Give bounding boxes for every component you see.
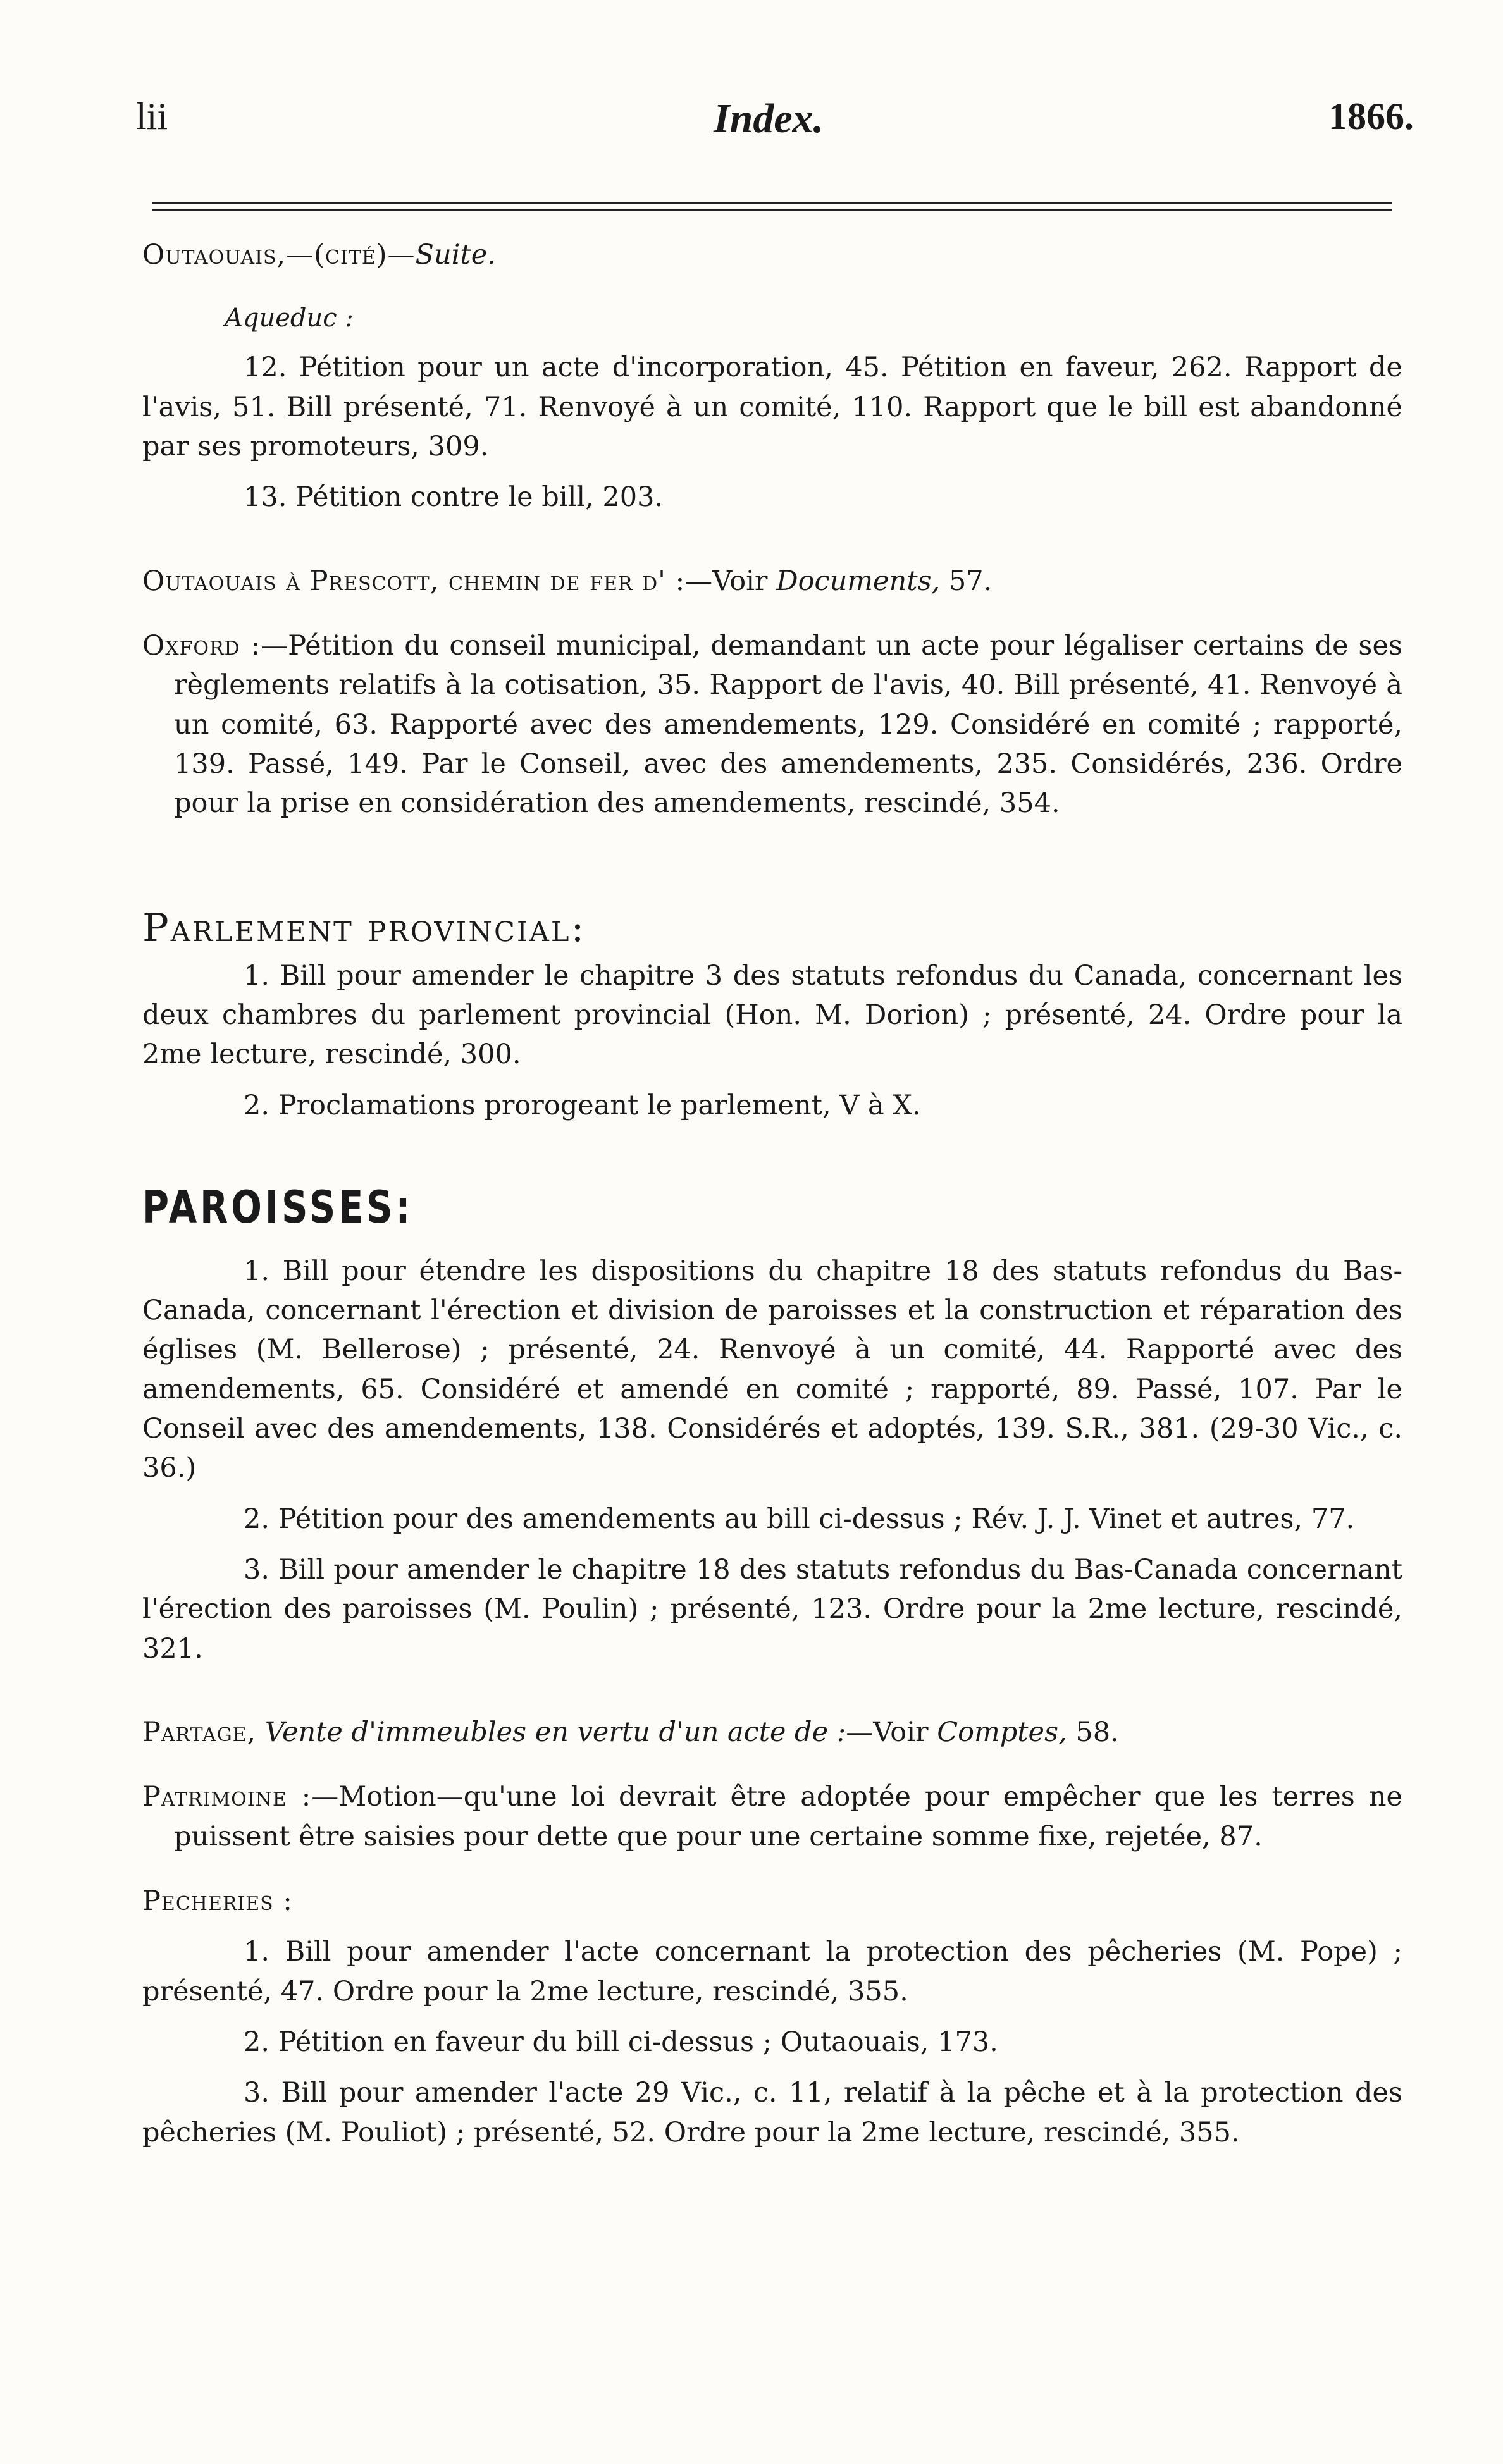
heading-pecheries: Pecheries : [142, 1885, 293, 1918]
entry-partage [142, 1713, 1402, 1752]
patrimoine-text: —Motion—qu'une loi devrait être adoptée pour empêcher que les terres ne puissent être saisies pour dette que pour une certaine somme fixe, rejetée, 87. [174, 1781, 1402, 1852]
entry-outaouais-prescott [142, 562, 1402, 601]
partage-subject: Vente d'immeubles en vertu d'un acte de : [256, 1716, 846, 1748]
entry-patrimoine [142, 1777, 1402, 1856]
index-body [142, 235, 1402, 2152]
subheading-aqueduc: Aqueduc : [225, 304, 354, 333]
page-number: lii [136, 95, 168, 137]
entry-parlement-2: 2. Proclamations prorogeant le parlement, V à X. [244, 1089, 921, 1121]
heading-outaouais-prescott: Outaouais à Prescott, chemin de fer d' : [142, 565, 686, 597]
header-rule-bottom [152, 209, 1392, 211]
heading-suite: Suite. [415, 239, 496, 271]
entry-parlement-1: 1. Bill pour amender le chapitre 3 des statuts refondus du Canada, concernant les deux chambres du parlement provincial (Hon. M. Dorion) ; présenté, 24. Ordre pour la 2me lecture, rescindé, 300. [142, 959, 1402, 1071]
oxford-text: —Pétition du conseil municipal, demandant un acte pour légaliser certains de ses règlements relatifs à la cotisation, 35. Rapport de l'avis, 40. Bill présenté, 41. Renvoyé à un comité, 63. Rapporté avec des amendements, 129. Considéré en comité ; rapporté, 139. Passé, 149. Par le Conseil, avec des amendements, 235. Considérés, 236. Ordre pour la prise en considération des amendements, rescindé, 354. [174, 630, 1402, 820]
entry-paroisses-3: 3. Bill pour amender le chapitre 18 des statuts refondus du Bas-Canada concernant l'érection des paroisses (M. Poulin) ; présenté, 123. Ordre pour la 2me lecture, rescindé, 321. [142, 1553, 1402, 1665]
entry-paroisses-2: 2. Pétition pour des amendements au bill ci-dessus ; Rév. J. J. Vinet et autres, 77. [244, 1503, 1355, 1535]
heading-patrimoine: Patrimoine : [142, 1781, 312, 1813]
heading-parlement-provincial: Parlement provincial: [142, 904, 586, 951]
page-title: Index. [714, 95, 824, 142]
text-voir: —Voir [685, 565, 777, 597]
heading-oxford: Oxford : [142, 630, 261, 662]
ref-documents: Documents, [776, 565, 941, 597]
entry-pecheries-3: 3. Bill pour amender l'acte 29 Vic., c. 11, relatif à la pêche et à la protection des pêcheries (M. Pouliot) ; présenté, 52. Ordre pour la 2me lecture, rescindé, 355. [142, 2077, 1402, 2148]
ref-page: 57. [940, 565, 993, 597]
page-year: 1866. [1328, 95, 1414, 137]
entry-outaouais-13: 13. Pétition contre le bill, 203. [244, 481, 664, 514]
heading-paroisses: PAROISSES: [142, 1181, 414, 1234]
partage-page: 58. [1067, 1716, 1119, 1748]
entry-paroisses-1: 1. Bill pour étendre les dispositions du chapitre 18 des statuts refondus du Bas-Canada, concernant l'érection et division de paroisses et la construction et réparation des églises (M. Bellerose) ; présenté, 24. Renvoyé à un comité, 44. Rapporté avec des amendements, 65. Considéré et amendé en comité ; rapporté, 89. Passé, 107. Par le Conseil avec des amendements, 138. Considérés et adoptés, 139. S.R., 381. (29-30 Vic., c. 36.) [142, 1255, 1402, 1484]
header-rule-top [152, 202, 1392, 204]
entry-outaouais-heading [142, 235, 1402, 274]
partage-voir: —Voir [846, 1716, 937, 1748]
entry-oxford [142, 626, 1402, 823]
heading-outaouais: Outaouais,—(cité)— [142, 239, 416, 271]
entry-outaouais-12: 12. Pétition pour un acte d'incorporation, 45. Pétition en faveur, 262. Rapport de l'avis, 51. Bill présenté, 71. Renvoyé à un comité, 110. Rapport que le bill est abandonné par ses promoteurs, 309. [142, 352, 1402, 463]
entry-pecheries-1: 1. Bill pour amender l'acte concernant la protection des pêcheries (M. Pope) ; présenté, 47. Ordre pour la 2me lecture, rescindé, 355. [142, 1936, 1402, 2007]
entry-pecheries-2: 2. Pétition en faveur du bill ci-dessus ; Outaouais, 173. [244, 2026, 998, 2059]
ref-comptes: Comptes, [937, 1716, 1067, 1748]
heading-partage: Partage, [142, 1716, 257, 1748]
